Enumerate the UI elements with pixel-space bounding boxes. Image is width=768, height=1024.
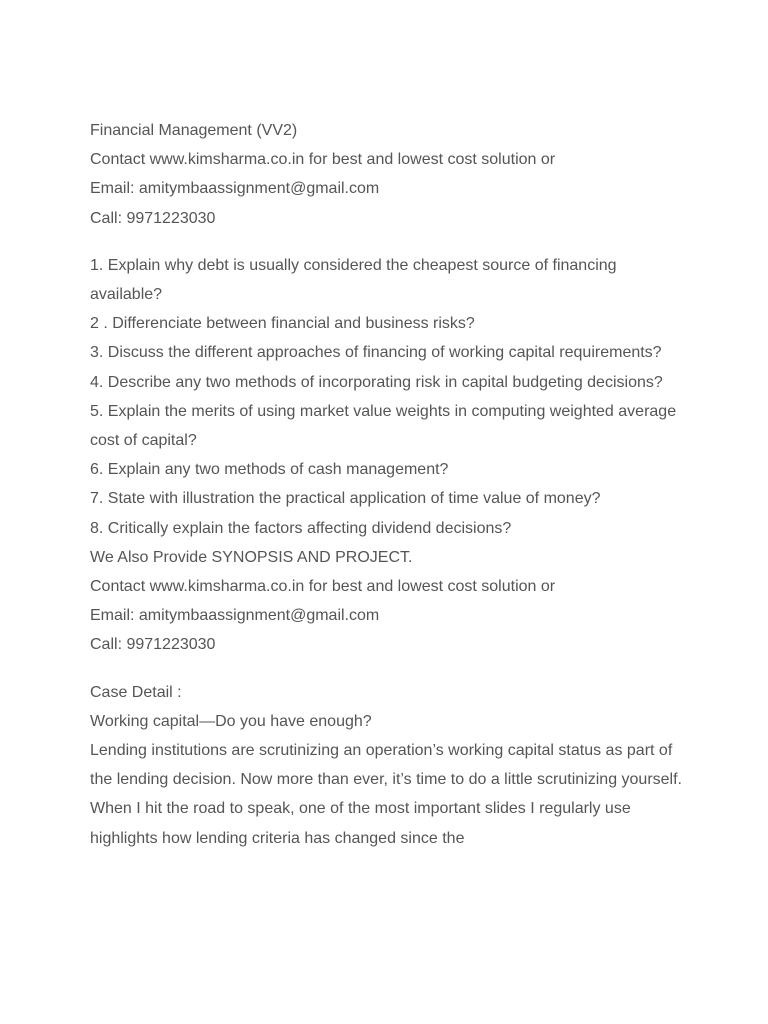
email-line: Email: amitymbaassignment@gmail.com (90, 180, 380, 198)
question-item: 7. State with illustration the practical application of time value of money? (90, 490, 601, 508)
case-body: Lending institutions are scrutinizing an operation’s working capital status as part of the lending decision. Now more than ever, it’s time to do a little scrutinizing yourself. When I hit the road to speak, one of the most important slides I regularly use highlights how lending criteria has changed since the (90, 742, 682, 847)
contact-line: Contact www.kimsharma.co.in for best and lowest cost solution or (90, 578, 556, 596)
document-title: Financial Management (VV2) (90, 122, 298, 139)
question-item: 3. Discuss the different approaches of financing of working capital requirements? (90, 344, 662, 362)
email-line: Email: amitymbaassignment@gmail.com (90, 607, 380, 625)
section-gap (90, 233, 690, 251)
question-item: 8. Critically explain the factors affecting dividend decisions? (90, 519, 512, 537)
question-item: 6. Explain any two methods of cash management? (90, 461, 449, 479)
document-page (90, 116, 690, 853)
question-item: 5. Explain the merits of using market value weights in computing weighted average cost of capital? (90, 402, 677, 450)
question-list (90, 251, 690, 543)
call-line: Call: 9971223030 (90, 636, 216, 654)
call-line: Call: 9971223030 (90, 209, 216, 227)
question-item: 2 . Differenciate between financial and business risks? (90, 315, 475, 333)
question-item: 4. Describe any two methods of incorporating risk in capital budgeting decisions? (90, 373, 663, 391)
question-item: 1. Explain why debt is usually considered the cheapest source of financing available? (90, 256, 617, 304)
case-title: Working capital—Do you have enough? (90, 712, 372, 730)
section-gap (90, 660, 690, 678)
provide-line: We Also Provide SYNOPSIS AND PROJECT. (90, 548, 413, 566)
case-label: Case Detail : (90, 683, 182, 701)
contact-line: Contact www.kimsharma.co.in for best and lowest cost solution or (90, 151, 556, 169)
